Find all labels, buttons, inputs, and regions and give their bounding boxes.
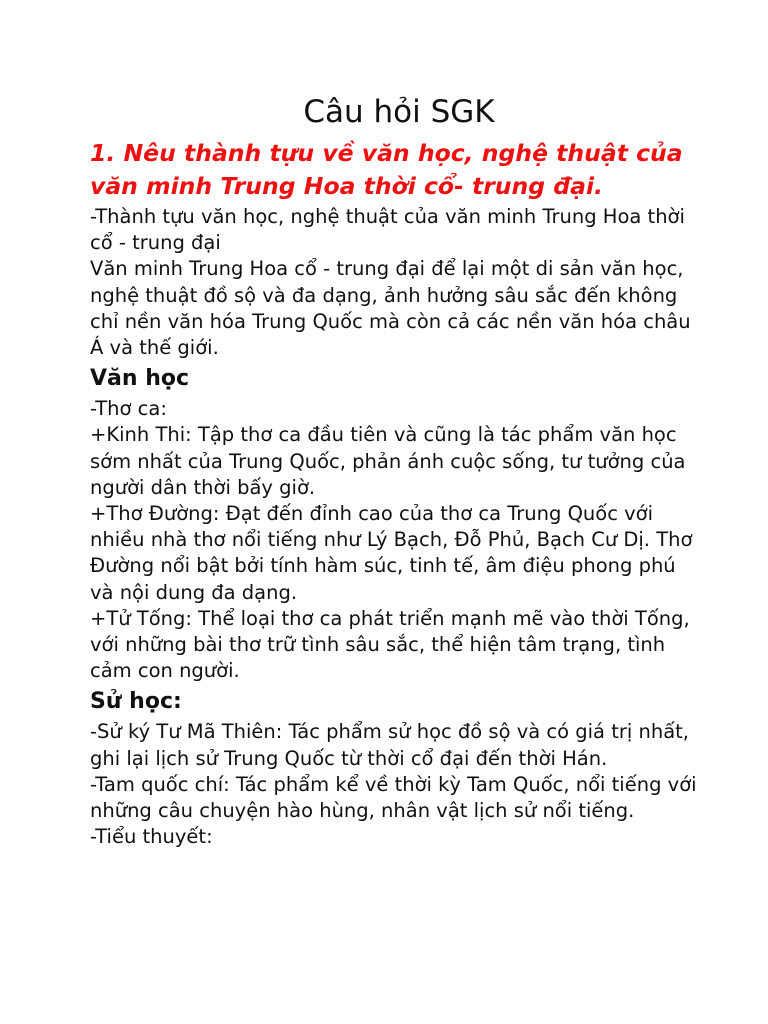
page-title: Câu hỏi SGK (303, 94, 495, 130)
su-hoc-paragraph-2: -Tam quốc chí: Tác phẩm kể về thời kỳ Tam Quốc, nổi tiếng với những câu chuyện hào hùng, nhân vật lịch sử nổi tiếng. (90, 772, 697, 823)
van-hoc-paragraph-3: +Thơ Đường: Đạt đến đỉnh cao của thơ ca Trung Quốc với nhiều nhà thơ nổi tiếng như Lý Bạch, Đỗ Phủ, Bạch Cư Dị. Thơ Đường nổi bật bởi tính hàm súc, tinh tế, âm điệu phong phú và nội dung đa dạng. (90, 502, 693, 604)
su-hoc-paragraph-1: -Sử ký Tư Mã Thiên: Tác phẩm sử học đồ sộ và có giá trị nhất, ghi lại lịch sử Trung Quốc từ thời cổ đại đến thời Hán. (90, 720, 689, 770)
intro-paragraph-2: Văn minh Trung Hoa cổ - trung đại để lại một di sản văn học, nghệ thuật đồ sộ và đa dạng, ảnh hưởng sâu sắc đến không chỉ nền văn hóa Trung Quốc mà còn cả các nền văn hóa châu Á và thế giới. (90, 257, 691, 360)
intro-paragraph-1: -Thành tựu văn học, nghệ thuật của văn minh Trung Hoa thời cổ - trung đại (90, 205, 685, 255)
van-hoc-paragraph-2: +Kinh Thi: Tập thơ ca đầu tiên và cũng là tác phẩm văn học sớm nhất của Trung Quốc, phản ánh cuộc sống, tư tưởng của người dân thời bấy giờ. (90, 423, 686, 499)
question-heading: 1. Nêu thành tựu về văn học, nghệ thuật của văn minh Trung Hoa thời cổ- trung đại. (90, 139, 683, 200)
van-hoc-paragraph-1: -Thơ ca: (90, 397, 167, 421)
section-heading-su-hoc: Sử học: (90, 689, 182, 715)
section-heading-van-hoc: Văn học (90, 366, 190, 392)
su-hoc-paragraph-3: -Tiểu thuyết: (90, 825, 213, 849)
van-hoc-paragraph-4: +Tử Tống: Thể loại thơ ca phát triển mạnh mẽ vào thời Tống, với những bài thơ trữ tình sâu sắc, thể hiện tâm trạng, tình cảm con người. (90, 606, 690, 683)
